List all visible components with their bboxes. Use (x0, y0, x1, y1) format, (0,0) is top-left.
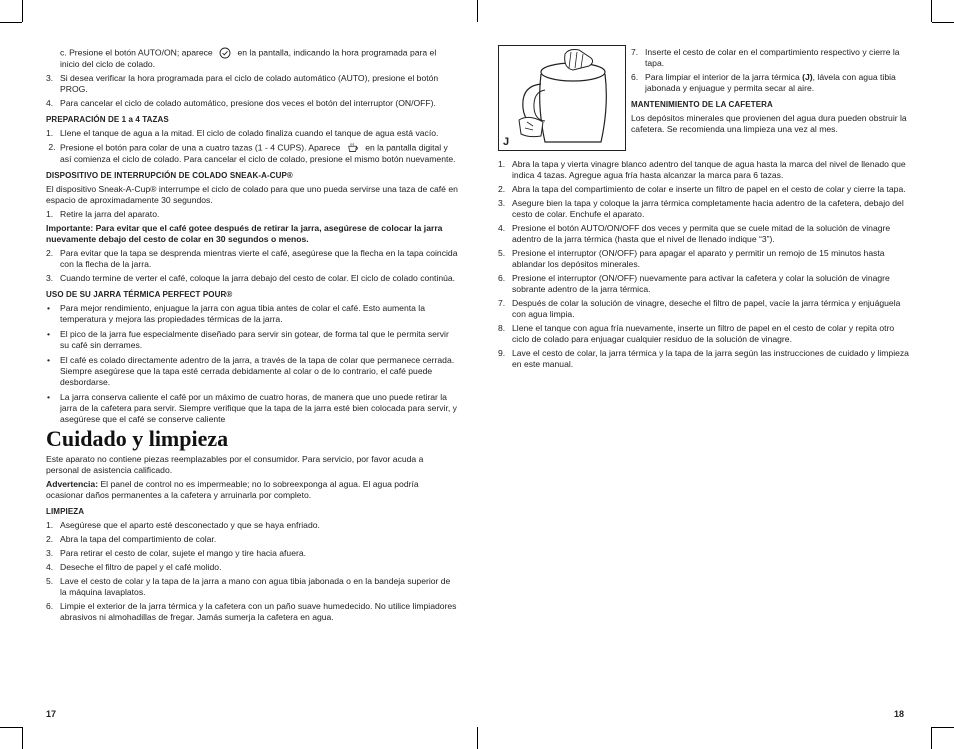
right-top-column (631, 47, 911, 138)
clock-icon (219, 47, 231, 59)
list-item: 3. Para retirar el cesto de colar, sujete el mango y tire hacia afuera. (46, 548, 307, 558)
list-item: 7. Inserte el cesto de colar en el compartimiento respectivo y cierre la tapa. (631, 47, 900, 68)
item-text: Deseche el filtro de papel y el café molido. (60, 562, 222, 572)
left-page (46, 47, 458, 626)
item-text: Asegure bien la tapa y coloque la jarra térmica completamente hacia adentro de la cafetera, debajo del cesto de colar. Enchufe el aparato. (512, 198, 904, 219)
crop-mark (931, 0, 932, 22)
maint-heading: MANTENIMIENTO DE LA CAFETERA (631, 100, 773, 109)
list-item: 9. Lave el cesto de colar, la jarra térmica y la tapa de la jarra según las instrucciones de cuidado y limpieza en este manual. (498, 348, 909, 369)
crop-mark (932, 22, 954, 23)
item-text: Para retirar el cesto de colar, sujete el mango y tire hacia afuera. (60, 548, 307, 558)
crop-mark (0, 22, 22, 23)
list-item: 1. Retire la jarra del aparato. (46, 209, 160, 219)
item-text: Presione el botón para colar de una a cuatro tazas (1 - 4 CUPS). Aparece (60, 142, 341, 153)
bullet-text: El pico de la jarra fue especialmente diseñado para servir sin gotear, de forma tal que le permita servir su café sin derrames. (60, 329, 449, 350)
substep-c-cont: en la pantalla, indicando la hora programada para el inicio del ciclo de colado. (60, 47, 437, 69)
list-item: 6. Limpie el exterior de la jarra térmica y la cafetera con un paño suave humedecido. No utilice limpiadores abrasivos ni almohadillas de fregar. Jamás sumerja la cafetera en agua. (46, 601, 457, 622)
item-text: Abra la tapa del compartimiento de colar e inserte un filtro de papel en el cesto de colar y cierre la tapa. (512, 184, 906, 194)
item-text: Presione el interruptor (ON/OFF) para apagar el aparato y permitir un remojo de 15 minutos hasta ablandar los depósitos minerales. (512, 248, 885, 269)
list-item: 4. Para cancelar el ciclo de colado automático, presione dos veces el botón del interruptor (ON/OFF). (46, 98, 436, 108)
crop-mark (22, 0, 23, 22)
section-title: Cuidado y limpieza (46, 426, 229, 451)
sneak-paragraph: El dispositivo Sneak-A-Cup® interrumpe el ciclo de colado para que uno pueda servirse una taza de café en espacio de aproximadamente 30 segundos. (46, 184, 458, 205)
bullet-text: El café es colado directamente adentro de la jarra, a través de la tapa de colar que permanece cerrada. Siempre asegúrese que la tapa esté cerrada debidamente al colar o de lo contrario, el café puede desbordarse. (60, 355, 455, 387)
list-item: 7. Después de colar la solución de vinagre, deseche el filtro de papel, vacíe la jarra térmica y enjuáguela con agua limpia. (498, 298, 901, 319)
bullet-item: • El pico de la jarra fue especialmente diseñado para servir sin gotear, de forma tal que le permita servir su café sin derrames. (47, 329, 449, 350)
important-note: Importante: Para evitar que el café gotee después de retirar la jarra, asegúrese de colocar la jarra nuevamente debajo del cesto de colar en 30 segundos o menos. (46, 223, 443, 244)
list-item: 8. Llene el tanque con agua fría nuevamente, inserte un filtro de papel en el cesto de colar y repita otro ciclo de colado para enjuagar cualquier residuo de la solución de vinagre. (498, 323, 895, 344)
sneak-heading: DISPOSITIVO DE INTERRUPCIÓN DE COLADO SNEAK-A-CUP® (46, 171, 293, 180)
list-item: 4. Presione el botón AUTO/ON/OFF dos veces y permita que se cuele mitad de la solución de vinagre adentro de la jarra térmica (hasta que el nivel de llenado indique “3”). (498, 223, 891, 244)
list-item: 2. Abra la tapa del compartimiento de colar. (46, 534, 217, 544)
list-item: 5. Lave el cesto de colar y la tapa de la jarra a mano con agua tibia jabonada o en la bandeja superior de la máquina lavaplatos. (46, 576, 451, 597)
list-item: 1. Abra la tapa y vierta vinagre blanco adentro del tanque de agua hasta la marca del nivel de llenado que indica 4 tazas. Agregue agua fría hasta alcanzar la marca para 6 tazas. (498, 159, 906, 180)
page-number-right: 18 (894, 709, 905, 719)
figure-j (498, 45, 626, 151)
item-text: en la pantalla digital y así comienza el ciclo de colado. Para cancelar el ciclo de colado, presione el mismo botón nuevamente. (60, 142, 456, 164)
item-text: Después de colar la solución de vinagre, deseche el filtro de papel, vacíe la jarra térmica y enjuáguela con agua limpia. (512, 298, 901, 319)
clean-heading: LIMPIEZA (46, 507, 85, 516)
list-item: 2. Abra la tapa del compartimiento de colar e inserte un filtro de papel en el cesto de colar y cierre la tapa. (498, 184, 906, 194)
bullet-item: • El café es colado directamente adentro de la jarra, a través de la tapa de colar que permanece cerrada. Siempre asegúrese que la tapa esté cerrada debidamente al colar o de lo contrario, el café puede desbordarse. (47, 355, 455, 387)
list-item: 6. Presione el interruptor (ON/OFF) nuevamente para activar la cafetera y colar la solución de vinagre sobrante adentro de la jarra térmica. (498, 273, 890, 294)
bullet-item: • Para mejor rendimiento, enjuague la jarra con agua tibia antes de colar el café. Esto aumenta la temperatura y mejora las propiedades térmicas de la jarra. (47, 303, 425, 324)
item-text: Asegúrese que el aparto esté desconectado y que se haya enfriado. (60, 520, 320, 530)
list-item: 3. Cuando termine de verter el café, coloque la jarra debajo del cesto de colar. El ciclo de colado continúa. (46, 273, 456, 283)
item-text: Lave el cesto de colar y la tapa de la jarra a mano con agua tibia jabonada o en la bandeja superior de la máquina lavaplatos. (60, 576, 451, 597)
substep-c (46, 47, 458, 70)
maint-paragraph: Los depósitos minerales que provienen del agua dura pueden obstruir la cafetera. Se recomienda una limpieza una vez al mes. (631, 113, 907, 134)
warning-label: Advertencia: (46, 479, 99, 489)
item-text: Para evitar que la tapa se desprenda mientras vierte el café, asegúrese que la flecha en la tapa coincida con la flecha de la jarra. (60, 248, 458, 269)
item-text: Presione el interruptor (ON/OFF) nuevamente para activar la cafetera y colar la solución de vinagre sobrante adentro de la jarra térmica. (512, 273, 890, 294)
item-text: Para limpiar el interior de la jarra térmica (645, 72, 803, 82)
crop-mark (932, 727, 954, 728)
crop-mark (931, 727, 932, 749)
intro-paragraph: Este aparato no contiene piezas reemplazables por el consumidor. Para servicio, por favor acuda a personal de asistencia calificado. (46, 454, 424, 475)
item-ref: (J) (802, 72, 813, 82)
carafe-illustration (499, 46, 625, 150)
cup-icon (347, 142, 359, 154)
bullet-text: Para mejor rendimiento, enjuague la jarra con agua tibia antes de colar el café. Esto aumenta la temperatura y mejora las propiedades térmicas de la jarra. (60, 303, 425, 324)
prep-heading: PREPARACIÓN DE 1 a 4 TAZAS (46, 115, 169, 124)
item-text: Limpie el exterior de la jarra térmica y la cafetera con un paño suave humedecido. No utilice limpiadores abrasivos ni almohadillas de fregar. Jamás sumerja la cafetera en agua. (60, 601, 457, 622)
item-text: Llene el tanque de agua a la mitad. El ciclo de colado finaliza cuando el tanque de agua está vacío. (60, 128, 439, 138)
figure-label: J (503, 136, 510, 148)
item-text: Abra la tapa del compartimiento de colar. (60, 534, 217, 544)
center-crop-mark (477, 0, 478, 22)
list-item: 1. Llene el tanque de agua a la mitad. El ciclo de colado finaliza cuando el tanque de agua está vacío. (46, 128, 439, 138)
list-item: 3. Si desea verificar la hora programada para el ciclo de colado automático (AUTO), presione el botón PROG. (46, 73, 439, 94)
list-item: 5. Presione el interruptor (ON/OFF) para apagar el aparato y permitir un remojo de 15 minutos hasta ablandar los depósitos minerales. (498, 248, 885, 269)
page-number-left: 17 (46, 709, 57, 719)
item-text: Retire la jarra del aparato. (60, 209, 160, 219)
item-text: Si desea verificar la hora programada para el ciclo de colado automático (AUTO), presione el botón PROG. (60, 73, 439, 94)
list-item: 2. Presione el botón para colar de una a cuatro tazas (1 - 4 CUPS). Aparece en la pantalla digital y así comienza el ciclo de colado. Para cancelar el ciclo de colado, presione el mismo botón nuevamente. (46, 142, 456, 164)
crop-mark (0, 727, 22, 728)
warning-paragraph (46, 479, 458, 501)
list-item: 2. Para evitar que la tapa se desprenda mientras vierte el café, asegúrese que la flecha en la tapa coincida con la flecha de la jarra. (46, 248, 458, 269)
bullet-text: La jarra conserva caliente el café por un máximo de cuatro horas, de manera que uno puede retirar la jarra de la cafetera para servir. Siempre verifique que la tapa de la jarra esté bien colocada para servir, y asegúrese que el café se conserve caliente (60, 392, 457, 424)
bullet-item: • La jarra conserva caliente el café por un máximo de cuatro horas, de manera que uno puede retirar la jarra de la cafetera para servir. Siempre verifique que la tapa de la jarra esté bien colocada para servir, y asegúrese que el café se conserve caliente (47, 392, 457, 424)
list-item: 6. Para limpiar el interior de la jarra térmica (J), lávela con agua tibia jabonada y enjuague y permita secar al aire. (631, 72, 896, 93)
item-text: Abra la tapa y vierta vinagre blanco adentro del tanque de agua hasta la marca del nivel de llenado que indica 4 tazas. Agregue agua fría hasta alcanzar la marca para 6 tazas. (512, 159, 906, 180)
list-item: 4. Deseche el filtro de papel y el café molido. (46, 562, 222, 572)
item-text: Para cancelar el ciclo de colado automático, presione dos veces el botón del interruptor (ON/OFF). (60, 98, 436, 108)
item-text: Inserte el cesto de colar en el compartimiento respectivo y cierre la tapa. (645, 47, 900, 68)
list-item: 1. Asegúrese que el aparto esté desconectado y que se haya enfriado. (46, 520, 320, 530)
center-crop-mark (477, 727, 478, 749)
pour-heading: USO DE SU JARRA TÉRMICA PERFECT POUR® (46, 290, 233, 299)
list-item: 3. Asegure bien la tapa y coloque la jarra térmica completamente hacia adentro de la cafetera, debajo del cesto de colar. Enchufe el aparato. (498, 198, 904, 219)
item-text: Presione el botón AUTO/ON/OFF dos veces y permita que se cuele mitad de la solución de vinagre adentro de la jarra térmica (hasta que el nivel de llenado indique “3”). (512, 223, 891, 244)
warning-text: El panel de control no es impermeable; no lo sobreexponga al agua. El agua podría ocasionar daños permanentes a la cafetera y arruinarla por completo. (46, 479, 419, 500)
right-steps (498, 159, 912, 373)
crop-mark (22, 727, 23, 749)
item-text: Lave el cesto de colar, la jarra térmica y la tapa de la jarra según las instrucciones de cuidado y limpieza en este manual. (512, 348, 909, 369)
item-text: Llene el tanque con agua fría nuevamente, inserte un filtro de papel en el cesto de colar y repita otro ciclo de colado para enjuagar cualquier residuo de la solución de vinagre. (512, 323, 895, 344)
item-text: Cuando termine de verter el café, coloque la jarra debajo del cesto de colar. El ciclo de colado continúa. (60, 273, 456, 283)
substep-c-text: c. Presione el botón AUTO/ON; aparece (60, 47, 213, 58)
item-text: , lávela con agua tibia jabonada y enjuague y permita secar al aire. (645, 72, 896, 93)
